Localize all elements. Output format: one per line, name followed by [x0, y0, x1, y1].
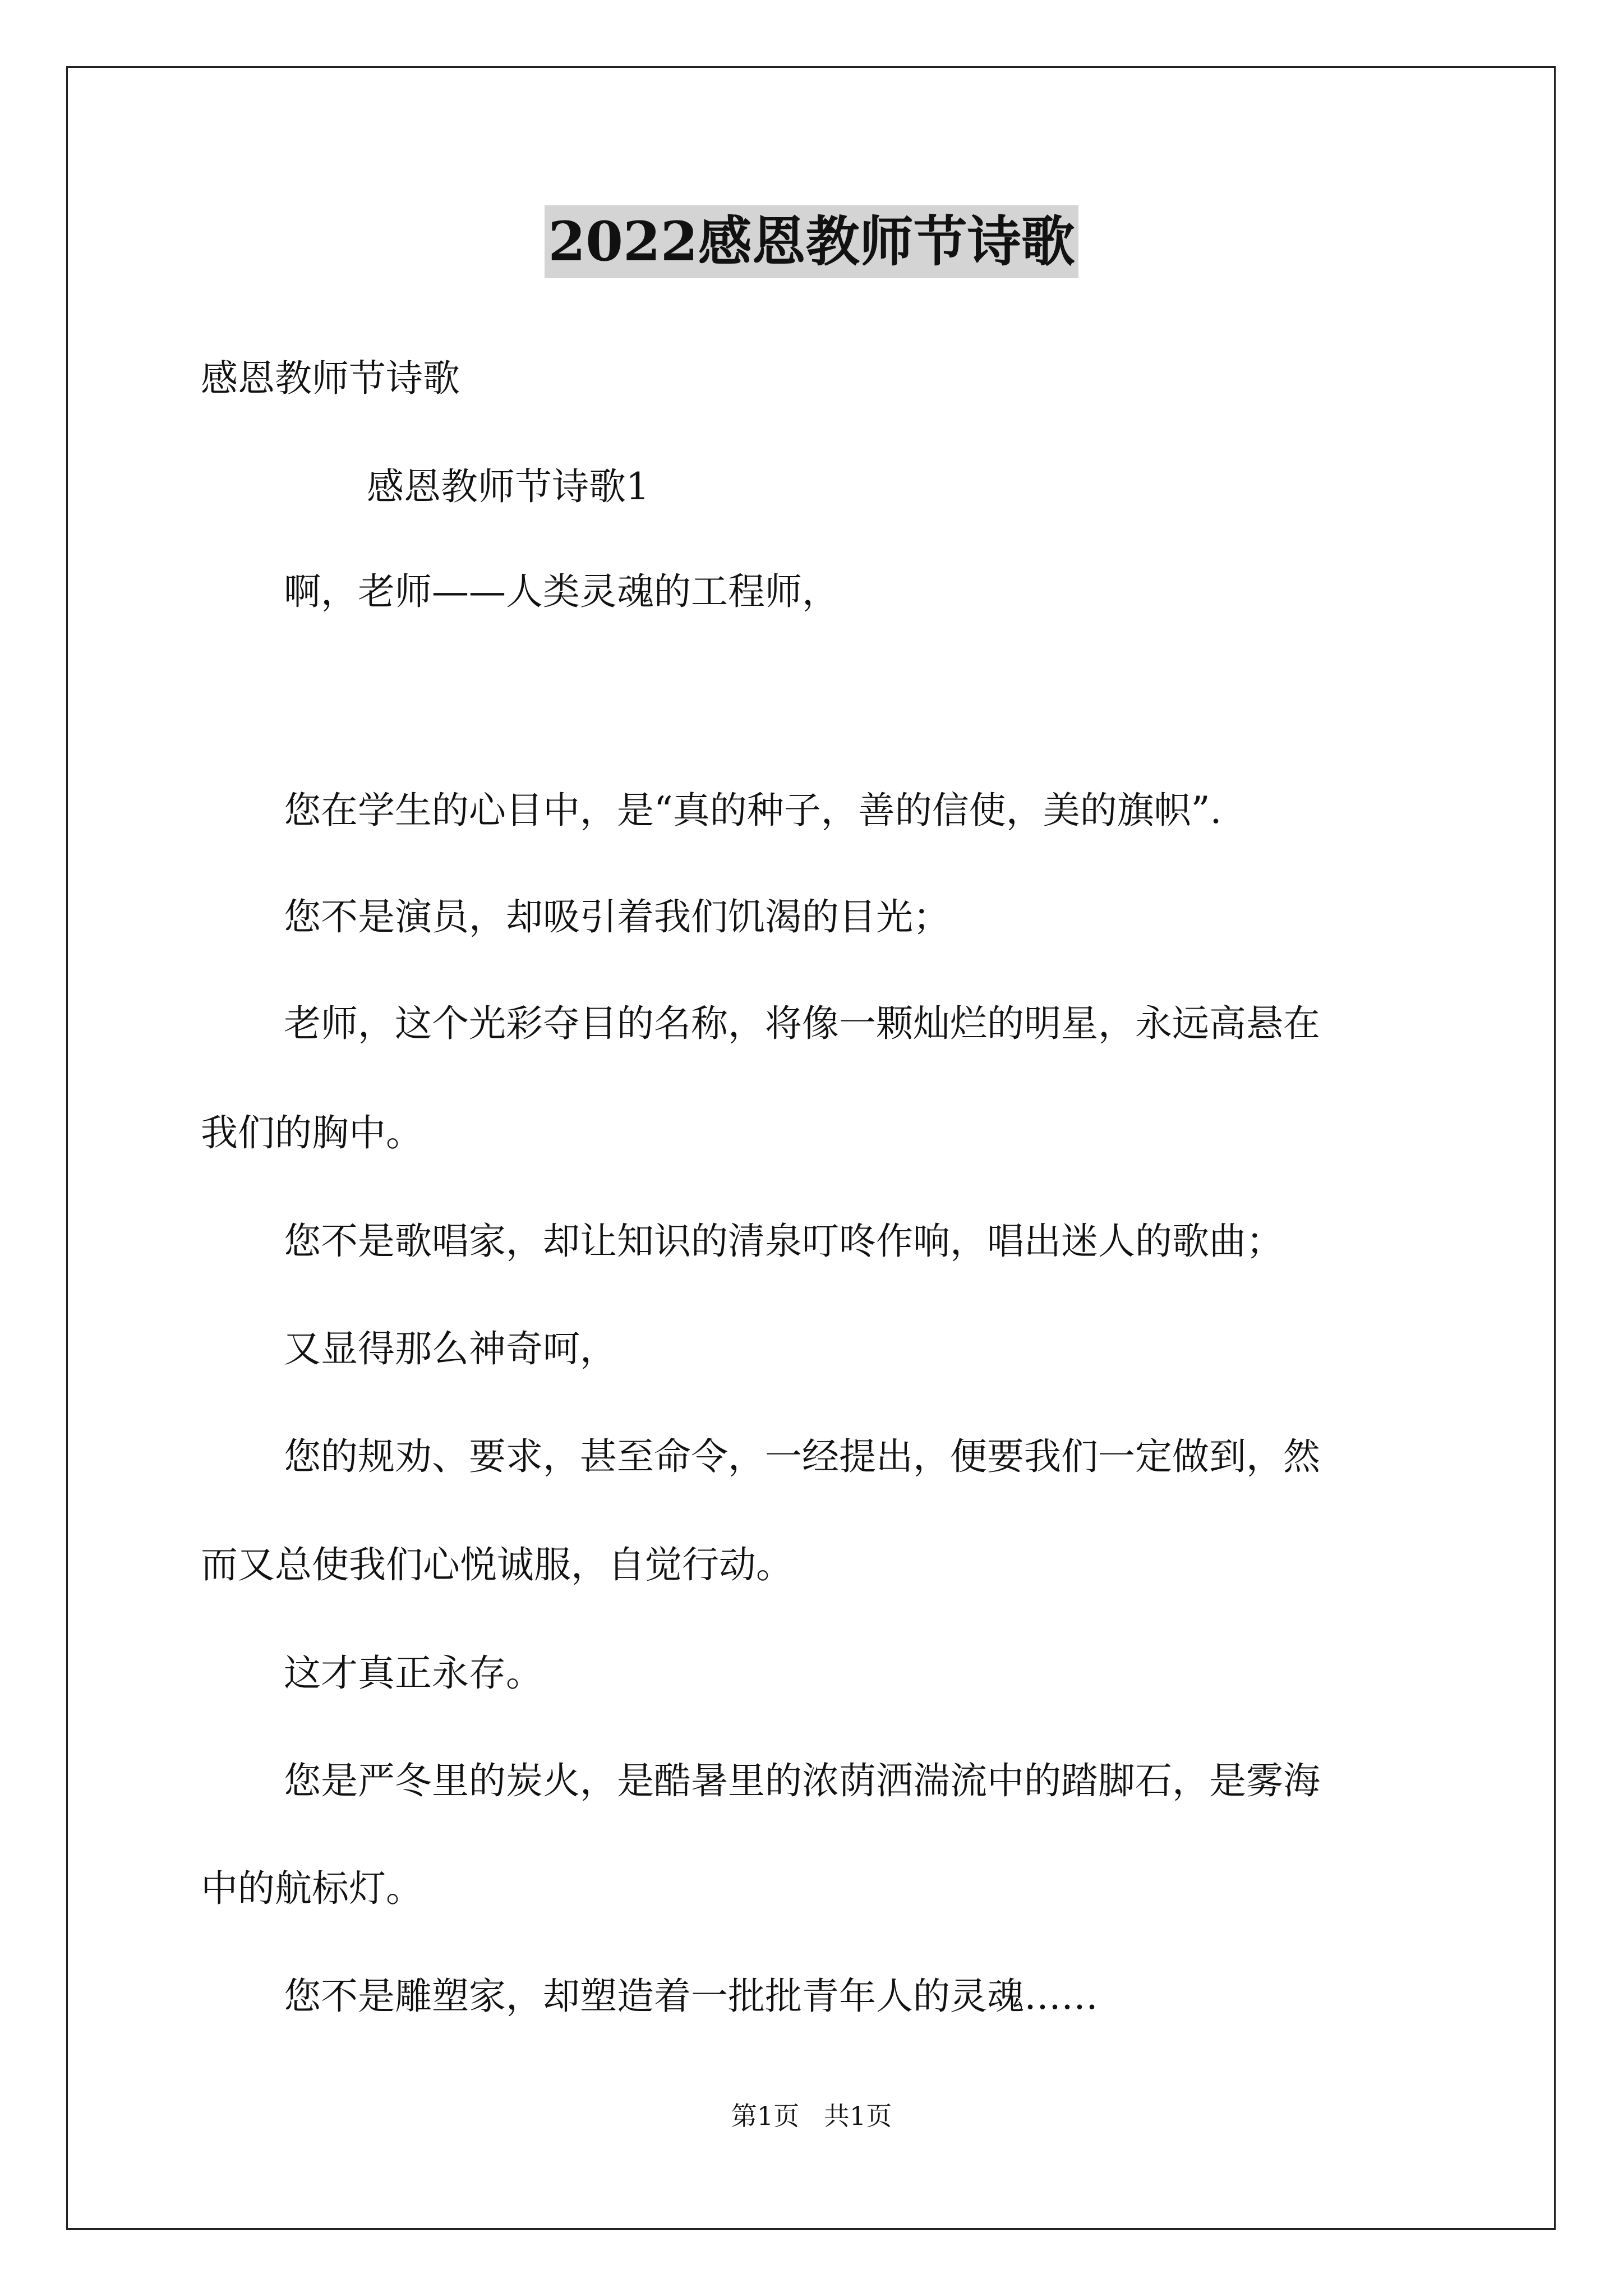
paragraph-line: 这才真正永存。 — [284, 1651, 543, 1695]
paragraph-line: 您在学生的心目中，是“真的种子，善的信使，美的旗帜”. — [284, 789, 1222, 832]
paragraph-line: 您不是歌唱家，却让知识的清泉叮咚作响，唱出迷人的歌曲； — [284, 1220, 1283, 1263]
paragraph-line: 您的规劝、要求，甚至命令，一经提出，便要我们一定做到，然 — [284, 1435, 1320, 1478]
paragraph-line: 您不是演员，却吸引着我们饥渴的目光； — [284, 895, 950, 938]
document-title — [0, 205, 1623, 278]
paragraph-line: 您是严冬里的炭火，是酷暑里的浓荫洒湍流中的踏脚石，是雾海 — [284, 1759, 1320, 1802]
paragraph-line: 啊，老师——人类灵魂的工程师， — [284, 570, 839, 613]
paragraph-line: 我们的胸中。 — [201, 1111, 423, 1154]
document-title-text: 2022感恩教师节诗歌 — [545, 205, 1078, 278]
paragraph-line: 而又总使我们心悦诚服，自觉行动。 — [201, 1543, 793, 1586]
paragraph-line: 老师，这个光彩夺目的名称，将像一颗灿烂的明星，永远高悬在 — [284, 1002, 1320, 1045]
paragraph-line: 您不是雕塑家，却塑造着一批批青年人的灵魂…… — [284, 1975, 1098, 2018]
section-heading: 感恩教师节诗歌1 — [367, 465, 649, 508]
page-footer: 第1页 共1页 — [731, 2101, 892, 2131]
paragraph-line: 中的航标灯。 — [201, 1867, 423, 1910]
paragraph-line: 感恩教师节诗歌 — [201, 357, 460, 400]
paragraph-line: 又显得那么神奇呵， — [284, 1327, 617, 1370]
